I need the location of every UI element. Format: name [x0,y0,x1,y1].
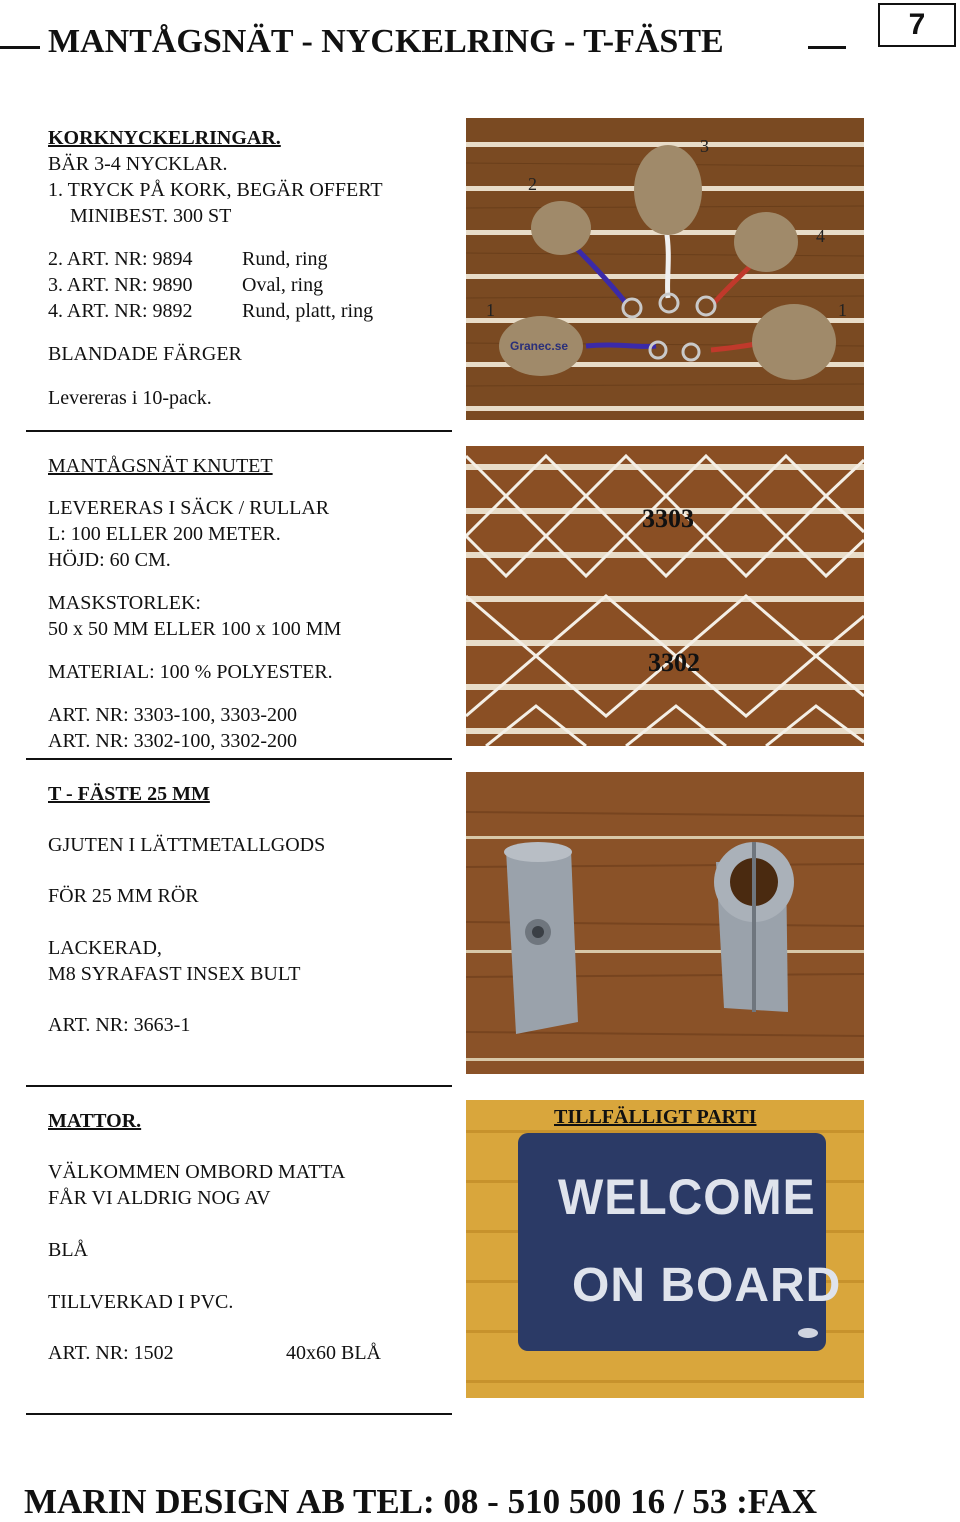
photo-label: 3303 [642,504,694,533]
mat-line-3: BLÅ [48,1239,88,1261]
cork-item-desc: Rund, platt, ring [242,300,374,322]
section-divider [26,758,452,760]
photo-label: 4 [816,226,825,246]
mat-line-4: TILLVERKAD I PVC. [48,1291,234,1313]
tfaste-heading: T - FÄSTE 25 MM [48,783,210,805]
brand-logo-text: Granec.se [510,339,569,353]
photo-label: 3302 [648,648,700,677]
cork-line-2: 1. TRYCK PÅ KORK, BEGÄR OFFERT [48,179,383,201]
cork-item-art: 2. ART. NR: 9894 [48,248,193,270]
cork-colors: BLANDADE FÄRGER [48,343,242,365]
tfaste-line-2: FÖR 25 MM RÖR [48,885,199,907]
cork-pack: Levereras i 10-pack. [48,387,212,409]
net-photo [466,446,864,746]
mat-size: 40x60 BLÅ [286,1342,381,1364]
cork-keyrings-photo [466,118,864,420]
photo-label: 1 [486,300,495,320]
mat-art: ART. NR: 1502 [48,1342,174,1364]
net-line-6: MATERIAL: 100 % POLYESTER. [48,661,333,683]
footer-contact: MARIN DESIGN AB TEL: 08 - 510 500 16 / 53 :FAX [24,1482,818,1521]
net-art-1: ART. NR: 3303-100, 3303-200 [48,704,297,726]
page-title: MANTÅGSNÄT - NYCKELRING - T-FÄSTE [48,23,724,60]
cork-item-desc: Rund, ring [242,248,328,270]
cork-item-desc: Oval, ring [242,274,324,296]
mat-line-2: FÅR VI ALDRIG NOG AV [48,1187,271,1209]
page-number: 7 [878,3,956,47]
net-line-3: HÖJD: 60 CM. [48,549,171,571]
tfaste-line-3: LACKERAD, [48,937,162,959]
net-line-1: LEVERERAS I SÄCK / RULLAR [48,497,330,519]
tfaste-line-4: M8 SYRAFAST INSEX BULT [48,963,301,985]
cork-heading: KORKNYCKELRINGAR. [48,127,281,149]
section-divider [26,1413,452,1415]
photo-label: 2 [528,174,537,194]
net-heading: MANTÅGSNÄT KNUTET [48,455,273,477]
t-fitting-photo [466,772,864,1074]
section-divider [26,1085,452,1087]
header-rule-left [0,46,40,49]
net-line-5: 50 x 50 MM ELLER 100 x 100 MM [48,618,342,640]
welcome-mat-photo [466,1100,864,1398]
net-line-2: L: 100 ELLER 200 METER. [48,523,281,545]
cork-line-1: BÄR 3-4 NYCKLAR. [48,153,228,175]
tfaste-art: ART. NR: 3663-1 [48,1014,191,1036]
mat-print-text: WELCOME [558,1169,816,1226]
net-art-2: ART. NR: 3302-100, 3302-200 [48,730,297,752]
mat-line-1: VÄLKOMMEN OMBORD MATTA [48,1161,346,1183]
tfaste-line-1: GJUTEN I LÄTTMETALLGODS [48,834,326,856]
header-rule-right [808,46,846,49]
mat-print-text: ON BOARD [572,1259,842,1312]
cork-line-3: MINIBEST. 300 ST [70,205,232,227]
cork-item-art: 3. ART. NR: 9890 [48,274,193,296]
section-divider [26,430,452,432]
photo-tag: TILLFÄLLIGT PARTI [554,1106,757,1128]
cork-item-art: 4. ART. NR: 9892 [48,300,193,322]
photo-label: 3 [700,136,709,156]
net-line-4: MASKSTORLEK: [48,592,201,614]
photo-label: 1 [838,300,847,320]
mat-heading: MATTOR. [48,1110,142,1132]
